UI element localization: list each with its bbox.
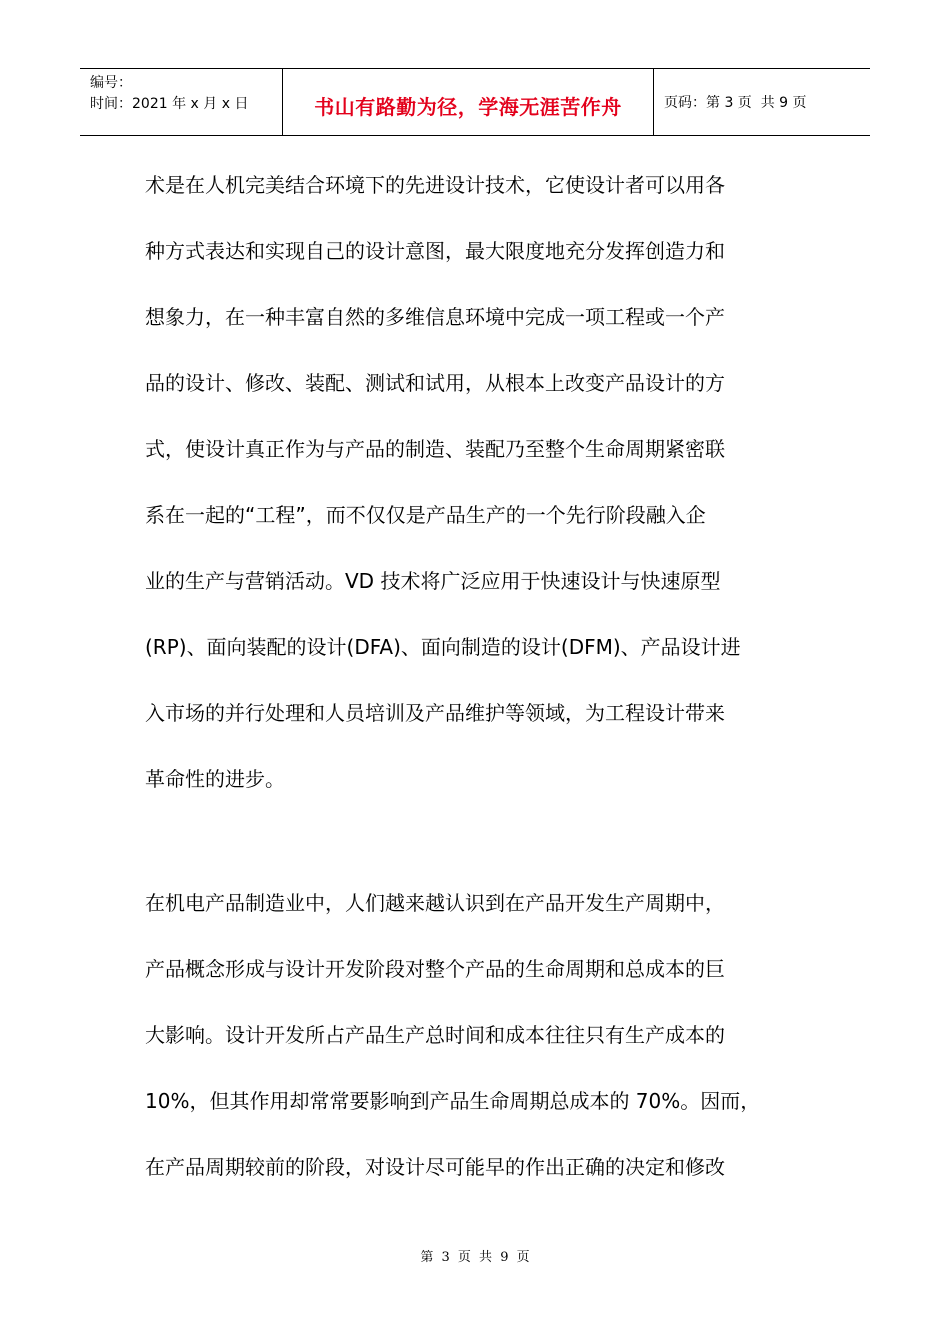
- document-time-label: 时间：2021 年 x 月 x 日: [90, 96, 249, 112]
- text-line: 想象力，在一种丰富自然的多维信息环境中完成一项工程或一个产: [145, 305, 725, 329]
- paragraph-gap: [145, 825, 805, 883]
- paragraph: [145, 883, 805, 1213]
- header-motto-cell: [282, 69, 654, 135]
- text-line: 革命性的进步。: [145, 767, 285, 791]
- header-meta: [80, 69, 282, 135]
- text-line: 在产品周期较前的阶段，对设计尽可能早的作出正确的决定和修改: [145, 1155, 725, 1179]
- text-line: 10%，但其作用却常常要影响到产品生命周期总成本的 70%。因而，: [145, 1089, 761, 1113]
- document-number-label: 编号：: [90, 75, 132, 91]
- text-line: 式，使设计真正作为与产品的制造、装配乃至整个生命周期紧密联: [145, 437, 725, 461]
- text-line: 在机电产品制造业中，人们越来越认识到在产品开发生产周期中，: [145, 891, 725, 915]
- header-page-info-cell: [654, 69, 870, 135]
- text-line: 术是在人机完美结合环境下的先进设计技术，它使设计者可以用各: [145, 173, 725, 197]
- text-line: 系在一起的“工程”，而不仅仅是产品生产的一个先行阶段融入企: [145, 503, 706, 527]
- text-line: 大影响。设计开发所占产品生产总时间和成本往往只有生产成本的: [145, 1023, 725, 1047]
- paragraph: [145, 165, 805, 825]
- text-line: 品的设计、修改、装配、测试和试用，从根本上改变产品设计的方: [145, 371, 725, 395]
- document-body: [145, 165, 805, 1213]
- text-line: 入市场的并行处理和人员培训及产品维护等领域，为工程设计带来: [145, 701, 725, 725]
- text-line: 业的生产与营销活动。VD 技术将广泛应用于快速设计与快速原型: [145, 569, 721, 593]
- text-line: (RP)、面向装配的设计(DFA)、面向制造的设计(DFM)、产品设计进: [145, 635, 741, 659]
- page-footer: 第 3 页 共 9 页: [420, 1250, 530, 1265]
- header-motto: 书山有路勤为径，学海无涯苦作舟: [314, 94, 622, 119]
- text-line: 种方式表达和实现自己的设计意图，最大限度地充分发挥创造力和: [145, 239, 725, 263]
- document-header: [80, 68, 870, 136]
- header-page-info: 页码：第 3 页 共 9 页: [664, 95, 807, 111]
- text-line: 产品概念形成与设计开发阶段对整个产品的生命周期和总成本的巨: [145, 957, 725, 981]
